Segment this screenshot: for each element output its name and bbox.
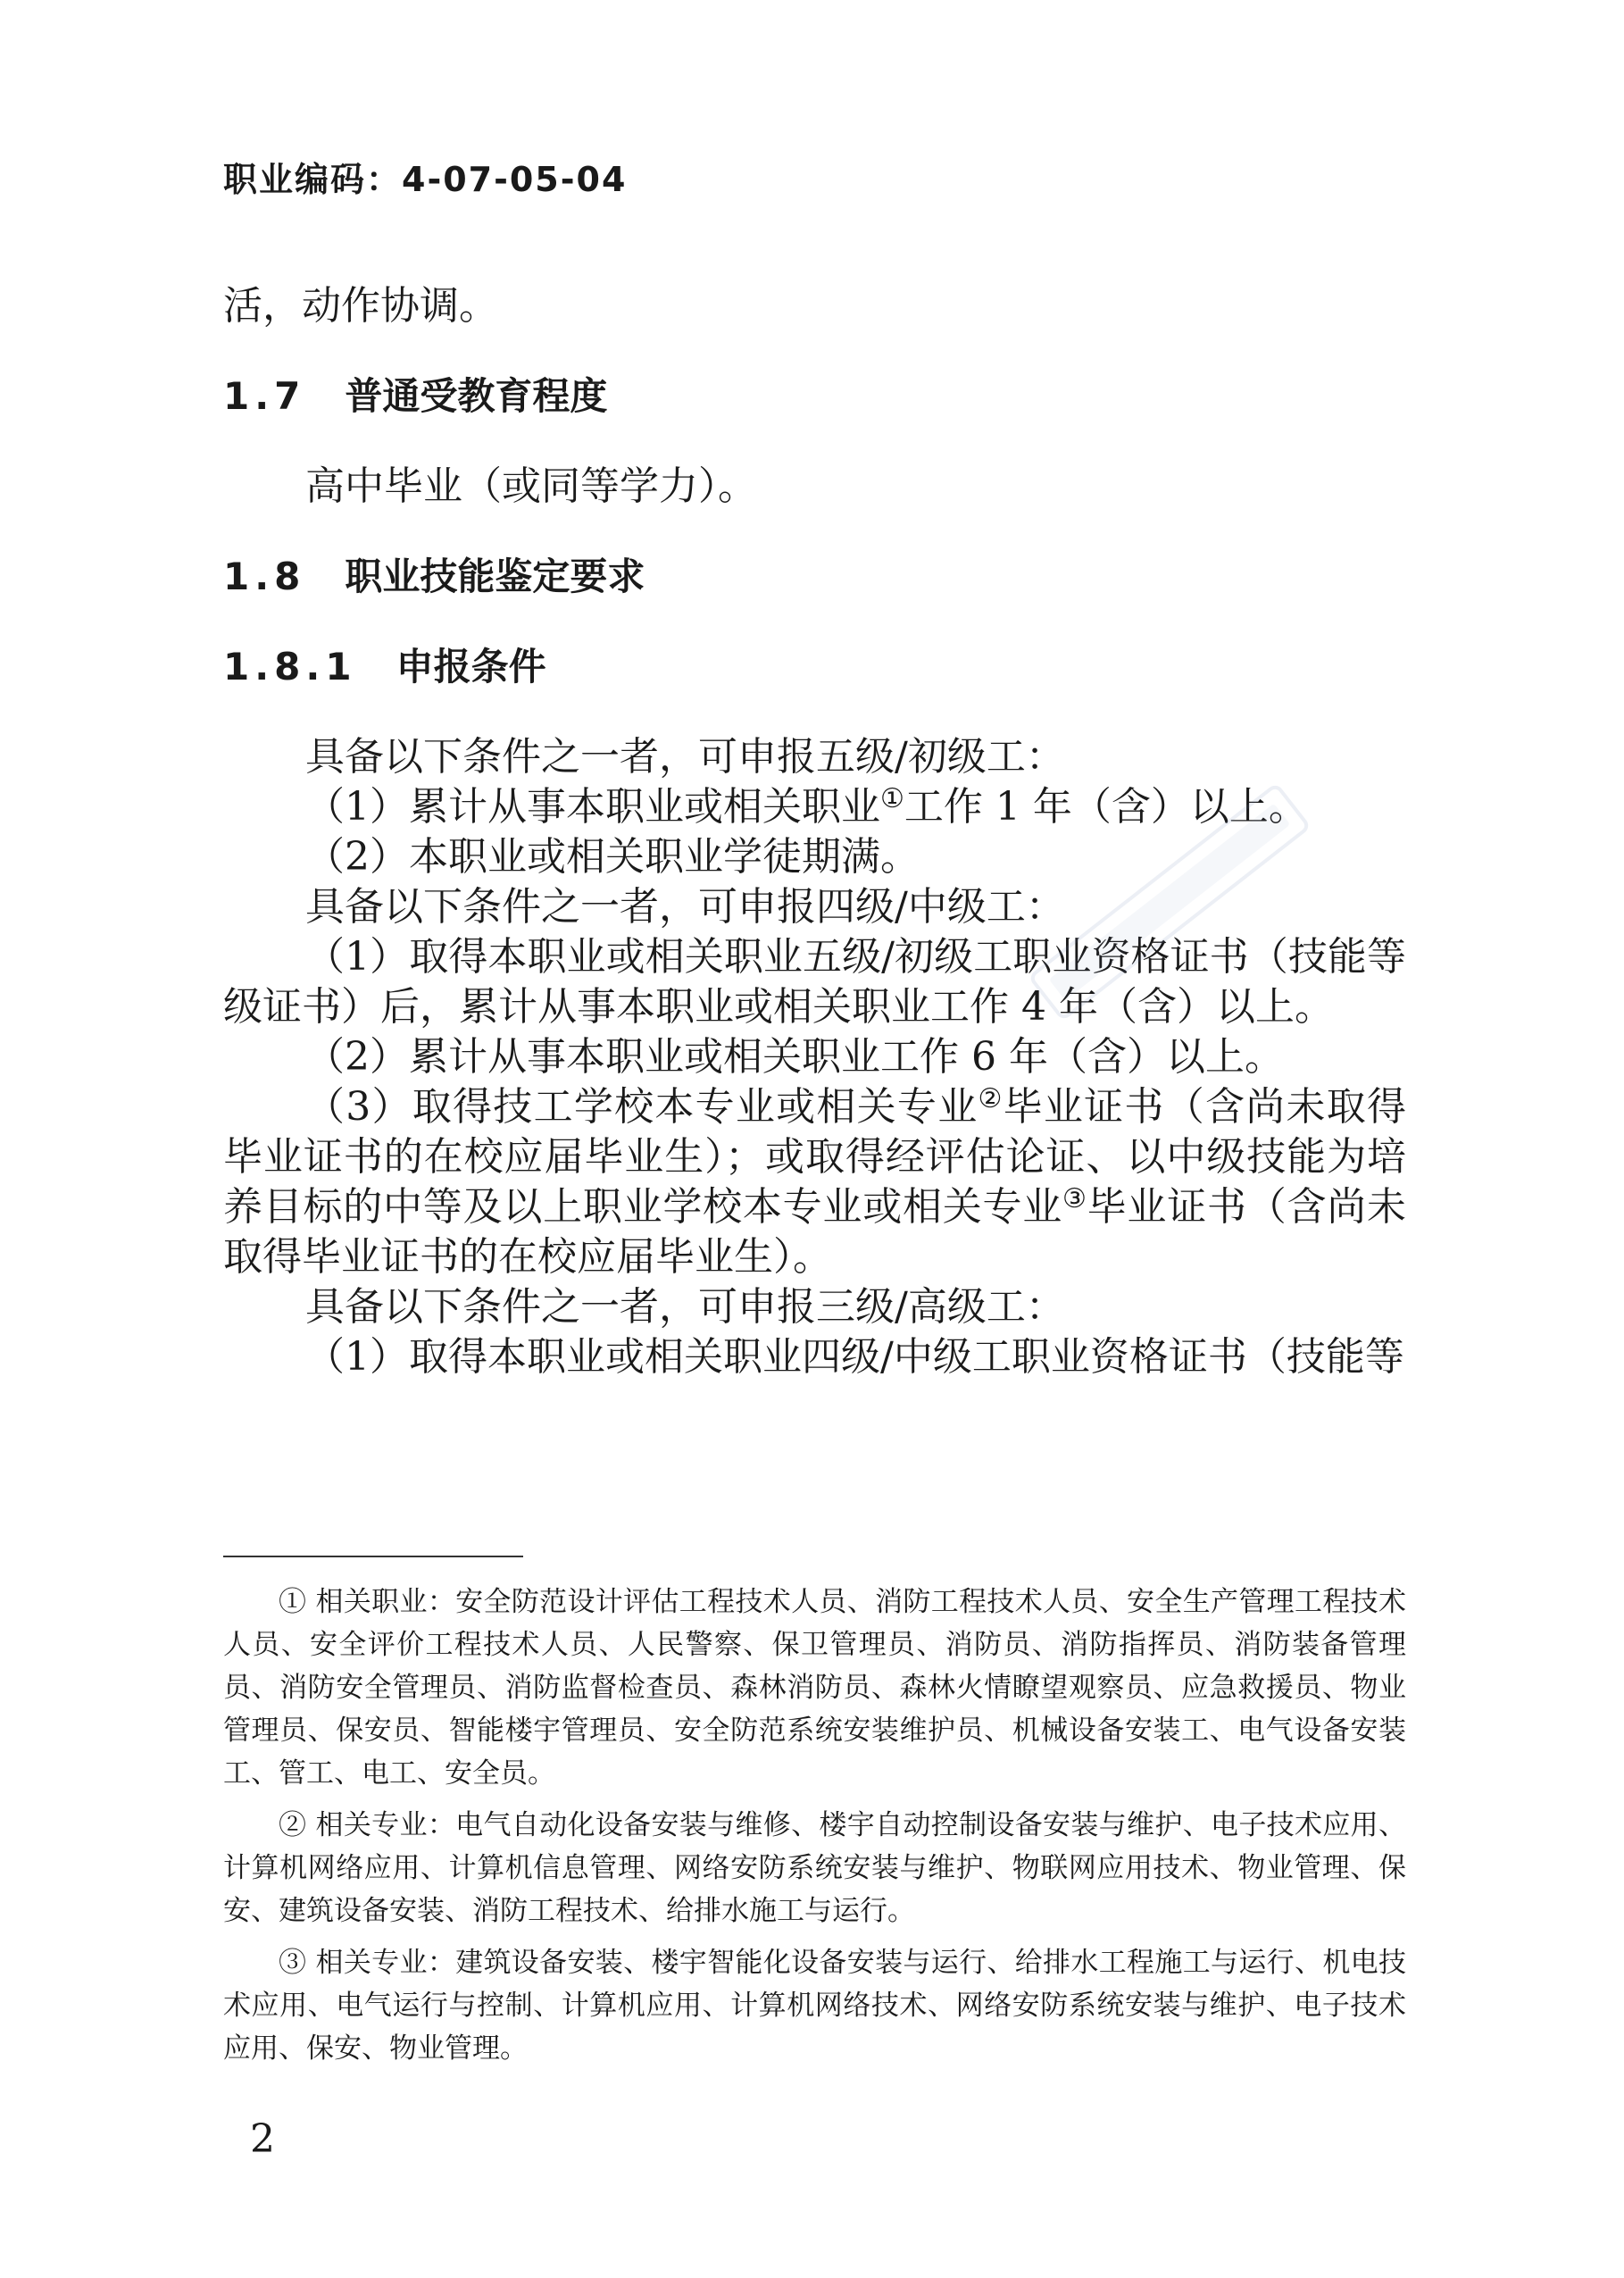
section-title: 申报条件 [396,645,546,688]
footnote-ref-2: ② [978,1083,1004,1114]
footnote-ref-1: ① [880,783,904,814]
section-number: 1.8 [223,555,306,598]
section-title: 职业技能鉴定要求 [345,555,645,598]
paragraph-continuation: 活，动作协调。 [223,283,498,329]
level3-intro: 具备以下条件之一者，可申报三级/高级工： [305,1284,1065,1330]
footnote-1: ① 相关职业：安全防范设计评估工程技术人员、消防工程技术人员、安全生产管理工程技术人员、安全评价工程技术人员、人民警察、保卫管理员、消防员、消防指挥员、消防装备管理员、消防安全管理员、消防监督检查员、森林消防员、森林火情瞭望观察员、应急救援员、物业管理员、保安员、智能楼宇管理员、安全防范系统安装维护员、机械设备安装工、电气设备安装工、管工、电工、安全员。 [223,1586,1406,1790]
condition-text: （3）取得技工学校本专业或相关专业 [305,1084,979,1130]
level4-condition-3 [223,1082,1406,1282]
footnote-3: ③ 相关专业：建筑设备安装、楼宇智能化设备安装与运行、给排水工程施工与运行、机电技术应用、电气运行与控制、计算机应用、计算机网络技术、网络安防系统安装与维护、电子技术应用、保安、物业管理。 [223,1947,1406,2065]
level4-condition-2: （2）累计从事本职业或相关职业工作 6 年（含）以上。 [305,1034,1284,1080]
footnotes [223,1581,1406,2079]
level4-condition-1: （1）取得本职业或相关职业五级/初级工职业资格证书（技能等级证书）后，累计从事本职业或相关职业工作 4 年（含）以上。 [223,934,1406,1030]
level3-condition-1: （1）取得本职业或相关职业四级/中级工职业资格证书（技能等 [305,1334,1404,1380]
footnote-ref-3: ③ [1062,1183,1087,1214]
section-number: 1.8.1 [223,645,357,688]
section-number: 1.7 [223,374,306,418]
level4-intro: 具备以下条件之一者，可申报四级/中级工： [305,884,1065,930]
section-heading-1-7 [223,371,1406,421]
condition-text: 毕业证书（含尚未取得毕业证书的在校应届毕业生）。 [223,1184,1407,1280]
footnote-divider [223,1556,523,1557]
section-title: 普通受教育程度 [345,374,608,418]
footnote-2: ② 相关专业：电气自动化设备安装与维修、楼宇自动控制设备安装与维护、电子技术应用、计算机网络应用、计算机信息管理、网络安防系统安装与维护、物联网应用技术、物业管理、保安、建筑设备安装、消防工程技术、给排水施工与运行。 [223,1809,1406,1927]
level5-condition-2: （2）本职业或相关职业学徒期满。 [305,834,920,880]
section-heading-1-8-1 [223,642,1406,692]
condition-text: 工作 1 年（含）以上。 [904,784,1308,830]
condition-text: 毕业证书（含尚未取得毕业证书的在校应届毕业生）；或取得经评估论证、以中级技能为培养目标的中等及以上职业学校本专业或相关专业 [223,1084,1407,1230]
level5-intro: 具备以下条件之一者，可申报五级/初级工： [305,734,1065,780]
paragraph-education: 高中毕业（或同等学力）。 [305,463,757,509]
occupation-code-header: 职业编码：4-07-05-04 [223,160,628,199]
condition-text: （1）累计从事本职业或相关职业 [305,784,880,830]
page-number: 2 [250,2116,275,2162]
section-heading-1-8 [223,552,1406,602]
